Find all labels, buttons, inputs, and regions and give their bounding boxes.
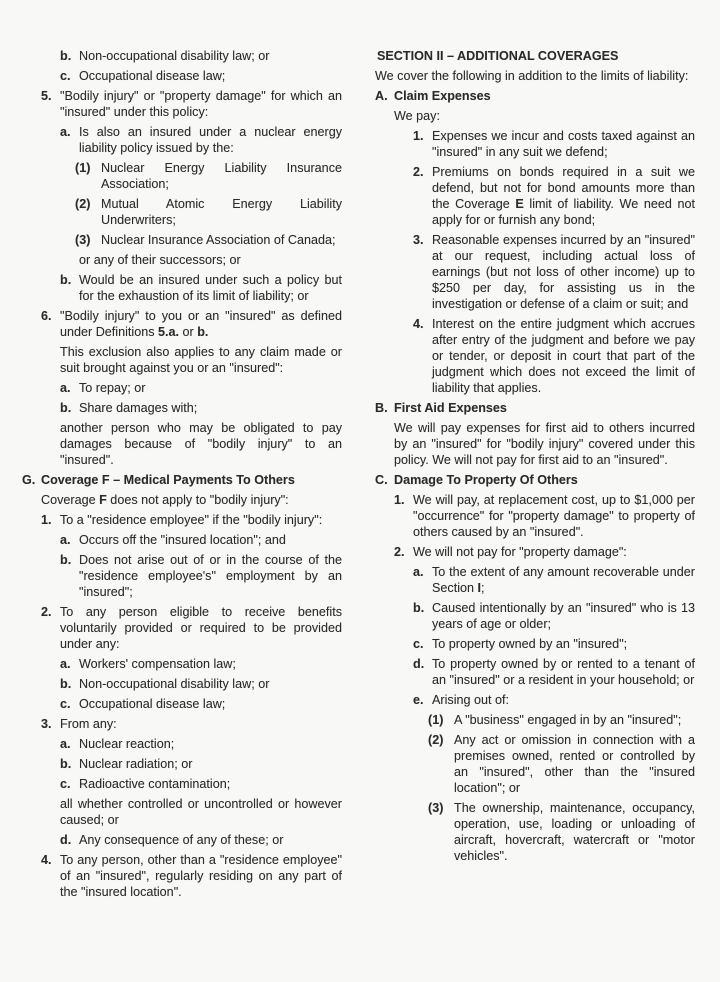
item-marker: 2. [413,165,424,179]
item-marker: 6. [41,309,52,323]
item-marker: e. [413,693,424,707]
policy-paragraph [22,832,342,848]
item-text: We will pay, at replacement cost, up to $1,000 per "occurrence" for "property damage" to property of others caused by an "insured". [413,493,695,539]
policy-paragraph [22,344,342,376]
item-marker: 1. [413,129,424,143]
item-text: Interest on the entire judgment which accrues after entry of the judgment and before we pay or tender, or deposit in court that part of the judgment which does not exceed the limit of liability that applies. [432,317,695,395]
item-marker: 1. [41,513,52,527]
left-column [22,48,342,982]
policy-paragraph [22,532,342,548]
section-heading [375,400,695,416]
item-text: Coverage F – Medical Payments To Others [41,473,295,487]
policy-paragraph [22,676,342,692]
policy-paragraph [22,68,342,84]
policy-paragraph [22,272,342,304]
policy-paragraph [22,736,342,752]
policy-paragraph [22,492,342,508]
item-marker: a. [60,381,71,395]
policy-paragraph [375,692,695,708]
item-text: "Bodily injury" or "property damage" for which an "insured" under this policy: [60,89,342,119]
policy-paragraph [375,732,695,796]
item-text: another person who may be obligated to pay damages because of "bodily injury" to an "insured". [60,421,342,467]
policy-paragraph [375,68,695,84]
item-text: Any consequence of any of these; or [79,833,284,847]
item-text: SECTION II – ADDITIONAL COVERAGES [377,49,619,63]
item-text: We will pay expenses for first aid to others incurred by an "insured" for "bodily injury" covered under this policy. We will not pay for first aid to an "insured". [394,421,695,467]
policy-paragraph [22,88,342,120]
item-text: Occupational disease law; [79,697,226,711]
item-text: First Aid Expenses [394,401,507,415]
policy-paragraph [22,756,342,772]
item-marker: 4. [413,317,424,331]
item-marker: (3) [75,233,91,247]
item-text: The ownership, maintenance, occupancy, operation, use, loading or unloading of aircraft, hovercraft, watercraft or "motor vehicles". [454,801,695,863]
policy-paragraph [375,420,695,468]
item-text: To property owned by an "insured"; [432,637,628,651]
item-text: "Bodily injury" to you or an "insured" as defined under Definitions 5.a. or b. [60,309,342,339]
item-text: Caused intentionally by an "insured" who is 13 years of age or older; [432,601,695,631]
policy-paragraph [375,636,695,652]
policy-paragraph [22,796,342,828]
item-marker: a. [413,565,424,579]
policy-paragraph [22,160,342,192]
item-marker: b. [60,677,72,691]
item-text: To any person, other than a "residence employee" of an "insured", regularly residing on any part of the "insured location". [60,853,342,899]
policy-paragraph [22,124,342,156]
item-marker: a. [60,737,71,751]
item-marker: (2) [428,733,444,747]
policy-paragraph [375,316,695,396]
policy-paragraph [22,776,342,792]
item-marker: a. [60,533,71,547]
right-column [375,48,695,982]
policy-paragraph [375,128,695,160]
item-marker: 5. [41,89,52,103]
policy-paragraph [375,600,695,632]
policy-paragraph [22,604,342,652]
item-marker: 2. [394,545,405,559]
policy-paragraph [375,564,695,596]
item-text: or any of their successors; or [79,253,241,267]
item-marker: b. [60,757,72,771]
item-text: This exclusion also applies to any claim made or suit brought against you or an "insured": [60,345,342,375]
item-marker: b. [60,553,72,567]
item-marker: 3. [413,233,424,247]
item-marker: c. [60,697,71,711]
item-text: To a "residence employee" if the "bodily injury": [60,513,323,527]
item-text: Any act or omission in connection with a premises owned, rented or controlled by an "insured", other than the "insured location"; or [454,733,695,795]
item-marker: c. [413,637,424,651]
policy-paragraph [22,852,342,900]
item-marker: a. [60,657,71,671]
item-marker: (1) [75,161,91,175]
policy-paragraph [375,800,695,864]
item-marker: b. [60,273,72,287]
item-text: Would be an insured under such a policy but for the exhaustion of its limit of liability; or [79,273,342,303]
item-marker: 2. [41,605,52,619]
item-marker: c. [60,777,71,791]
policy-paragraph [22,196,342,228]
section-heading [22,472,342,488]
policy-paragraph [22,696,342,712]
item-text: Occupational disease law; [79,69,226,83]
item-marker: 4. [41,853,52,867]
item-text: Claim Expenses [394,89,491,103]
section-heading [375,88,695,104]
policy-paragraph [375,712,695,728]
item-text: Mutual Atomic Energy Liability Underwriters; [101,197,342,227]
item-marker: b. [60,401,72,415]
item-text: all whether controlled or uncontrolled or however caused; or [60,797,342,827]
item-text: To property owned by or rented to a tenant of an "insured" or a resident in your household; or [432,657,695,687]
item-text: Coverage F does not apply to "bodily injury": [41,493,289,507]
item-marker: d. [60,833,72,847]
policy-paragraph [22,552,342,600]
item-text: Non-occupational disability law; or [79,49,270,63]
item-text: A "business" engaged in by an "insured"; [454,713,682,727]
item-text: Expenses we incur and costs taxed against an "insured" in any suit we defend; [432,129,695,159]
item-text: Share damages with; [79,401,198,415]
item-text: To the extent of any amount recoverable under Section I; [432,565,695,595]
item-text: Occurs off the "insured location"; and [79,533,286,547]
item-marker: 3. [41,717,52,731]
item-marker: (2) [75,197,91,211]
policy-paragraph [22,48,342,64]
policy-paragraph [22,400,342,416]
item-marker: b. [413,601,425,615]
section-heading [375,48,695,64]
item-text: Reasonable expenses incurred by an "insured" at our request, including actual loss of earnings (but not loss of other income) up to $250 per day, for assisting us in the investigation or defense of a claim or suit; and [432,233,695,311]
policy-paragraph [375,232,695,312]
item-text: Arising out of: [432,693,510,707]
item-marker: G. [22,473,36,487]
item-text: Premiums on bonds required in a suit we defend, but not for bond amounts more than the Coverage E limit of liability. We need not apply for or furnish any bond; [432,165,695,227]
policy-paragraph [22,380,342,396]
policy-paragraph [375,656,695,688]
item-text: To repay; or [79,381,146,395]
policy-paragraph [375,492,695,540]
item-marker: A. [375,89,388,103]
item-text: We will not pay for "property damage": [413,545,627,559]
item-text: Non-occupational disability law; or [79,677,270,691]
item-text: Nuclear Energy Liability Insurance Association; [101,161,342,191]
item-marker: d. [413,657,425,671]
item-marker: a. [60,125,71,139]
policy-paragraph [22,252,342,268]
item-text: We pay: [394,109,440,123]
policy-paragraph [22,656,342,672]
policy-paragraph [375,164,695,228]
policy-paragraph [22,716,342,732]
item-text: From any: [60,717,117,731]
item-marker: C. [375,473,388,487]
item-text: Nuclear Insurance Association of Canada; [101,233,336,247]
policy-paragraph [22,232,342,248]
policy-paragraph [22,420,342,468]
policy-paragraph [22,308,342,340]
policy-paragraph [22,512,342,528]
item-text: Is also an insured under a nuclear energy liability policy issued by the: [79,125,342,155]
item-text: Radioactive contamination; [79,777,231,791]
item-text: We cover the following in addition to the limits of liability: [375,69,689,83]
item-marker: (3) [428,801,444,815]
item-text: Nuclear reaction; [79,737,175,751]
item-marker: (1) [428,713,444,727]
item-text: Damage To Property Of Others [394,473,578,487]
item-text: Does not arise out of or in the course of the "residence employee's" employment by an "insured"; [79,553,342,599]
item-text: Workers' compensation law; [79,657,236,671]
policy-paragraph [375,544,695,560]
item-marker: B. [375,401,388,415]
section-heading [375,472,695,488]
item-marker: 1. [394,493,405,507]
item-marker: c. [60,69,71,83]
item-text: Nuclear radiation; or [79,757,193,771]
policy-paragraph [375,108,695,124]
item-marker: b. [60,49,72,63]
item-text: To any person eligible to receive benefits voluntarily provided or required to be provided under any: [60,605,342,651]
